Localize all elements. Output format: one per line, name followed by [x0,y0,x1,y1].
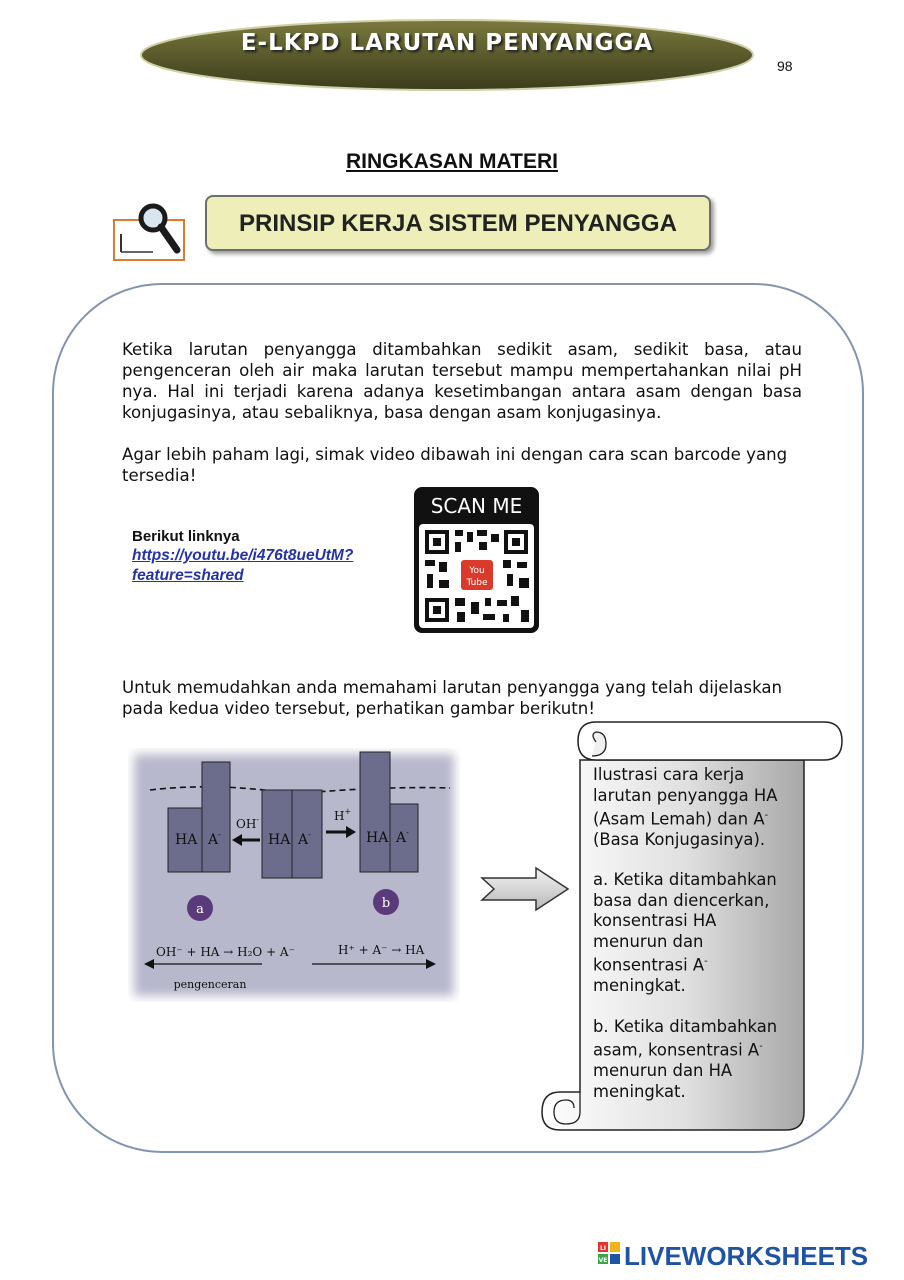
video-link-line-2[interactable]: feature=shared [132,567,244,584]
logo-text: LIVEWORKSHEETS [624,1241,869,1271]
bar-a-b: A [396,830,407,846]
youtube-badge-top: You [469,566,485,576]
section-title: RINGKASAN MATERI [346,150,558,173]
bar-ha-mid: HA [268,832,291,848]
reaction-b: H⁺ + A⁻ → HA [338,943,425,957]
bar-a-a-minus: - [218,830,221,839]
bar-a-a: A [208,832,219,848]
video-link-line-1[interactable]: https://youtu.be/i476t8ueUtM? [132,547,354,564]
header-title: E-LKPD LARUTAN PENYANGGA [240,30,654,56]
video-link[interactable] [132,546,392,586]
oh-label: OH [236,817,257,831]
logo-badge-2: VE [598,1257,608,1264]
link-label: Berikut linknya [132,528,240,545]
circle-a-label: a [196,902,204,917]
qr-code[interactable] [413,486,540,634]
dilution-label: pengenceran [173,978,247,991]
scroll-caption: Ilustrasi cara kerja larutan penyangga HA (Asam Lemah) dan A- (Basa Konjugasinya). [593,765,778,849]
scroll-point-b: b. Ketika ditambahkan asam, konsentrasi A- menurun dan HA meningkat. [593,1016,778,1101]
qr-label: SCAN ME [430,494,523,518]
circle-b-label: b [381,896,391,911]
bar-a-b-minus: - [406,828,409,837]
h-label: H [334,809,345,823]
liveworksheets-logo[interactable] [598,1238,898,1272]
figure-prompt: Untuk memudahkan anda memahami larutan penyangga yang telah dijelaskan pada kedua video tersebut, perhatikan gambar berikutn! [122,678,783,718]
bar-a-mid: A [298,832,309,848]
page-number: 98 [777,58,793,74]
scroll-point-a: a. Ketika ditambahkan basa dan diencerkan, konsentrasi HA menurun dan konsentrasi A- meningkat. [593,870,777,996]
reaction-a: OH⁻ + HA → H₂O + A⁻ [156,945,295,959]
svg-text:OH- [236,815,259,831]
bar-ha-a: HA [175,832,198,848]
intro-paragraph: Ketika larutan penyangga ditambahkan sedikit asam, sedikit basa, atau pengenceran oleh air maka larutan tersebut mampu mempertahankan nilai pH nya. Hal ini terjadi karena adanya kesetimbangan antara asam dengan basa konjugasinya, atau sebaliknya, basa dengan asam konjugasinya. [122,340,802,422]
buffer-illustration [128,748,460,1002]
video-prompt: Agar lebih paham lagi, simak video dibawah ini dengan cara scan barcode yang tersedia! [122,445,788,485]
topic-title: PRINSIP KERJA SISTEM PENYANGGA [239,210,677,237]
h-plus: + [344,807,352,816]
bar-ha-b: HA [366,830,389,846]
oh-minus: - [256,815,260,824]
magnifier-icon [113,200,185,262]
logo-badge-1: LI [599,1245,607,1252]
bar-a-mid-minus: - [308,830,311,839]
youtube-badge-bottom: Tube [466,578,488,588]
scroll-text [593,765,793,1122]
